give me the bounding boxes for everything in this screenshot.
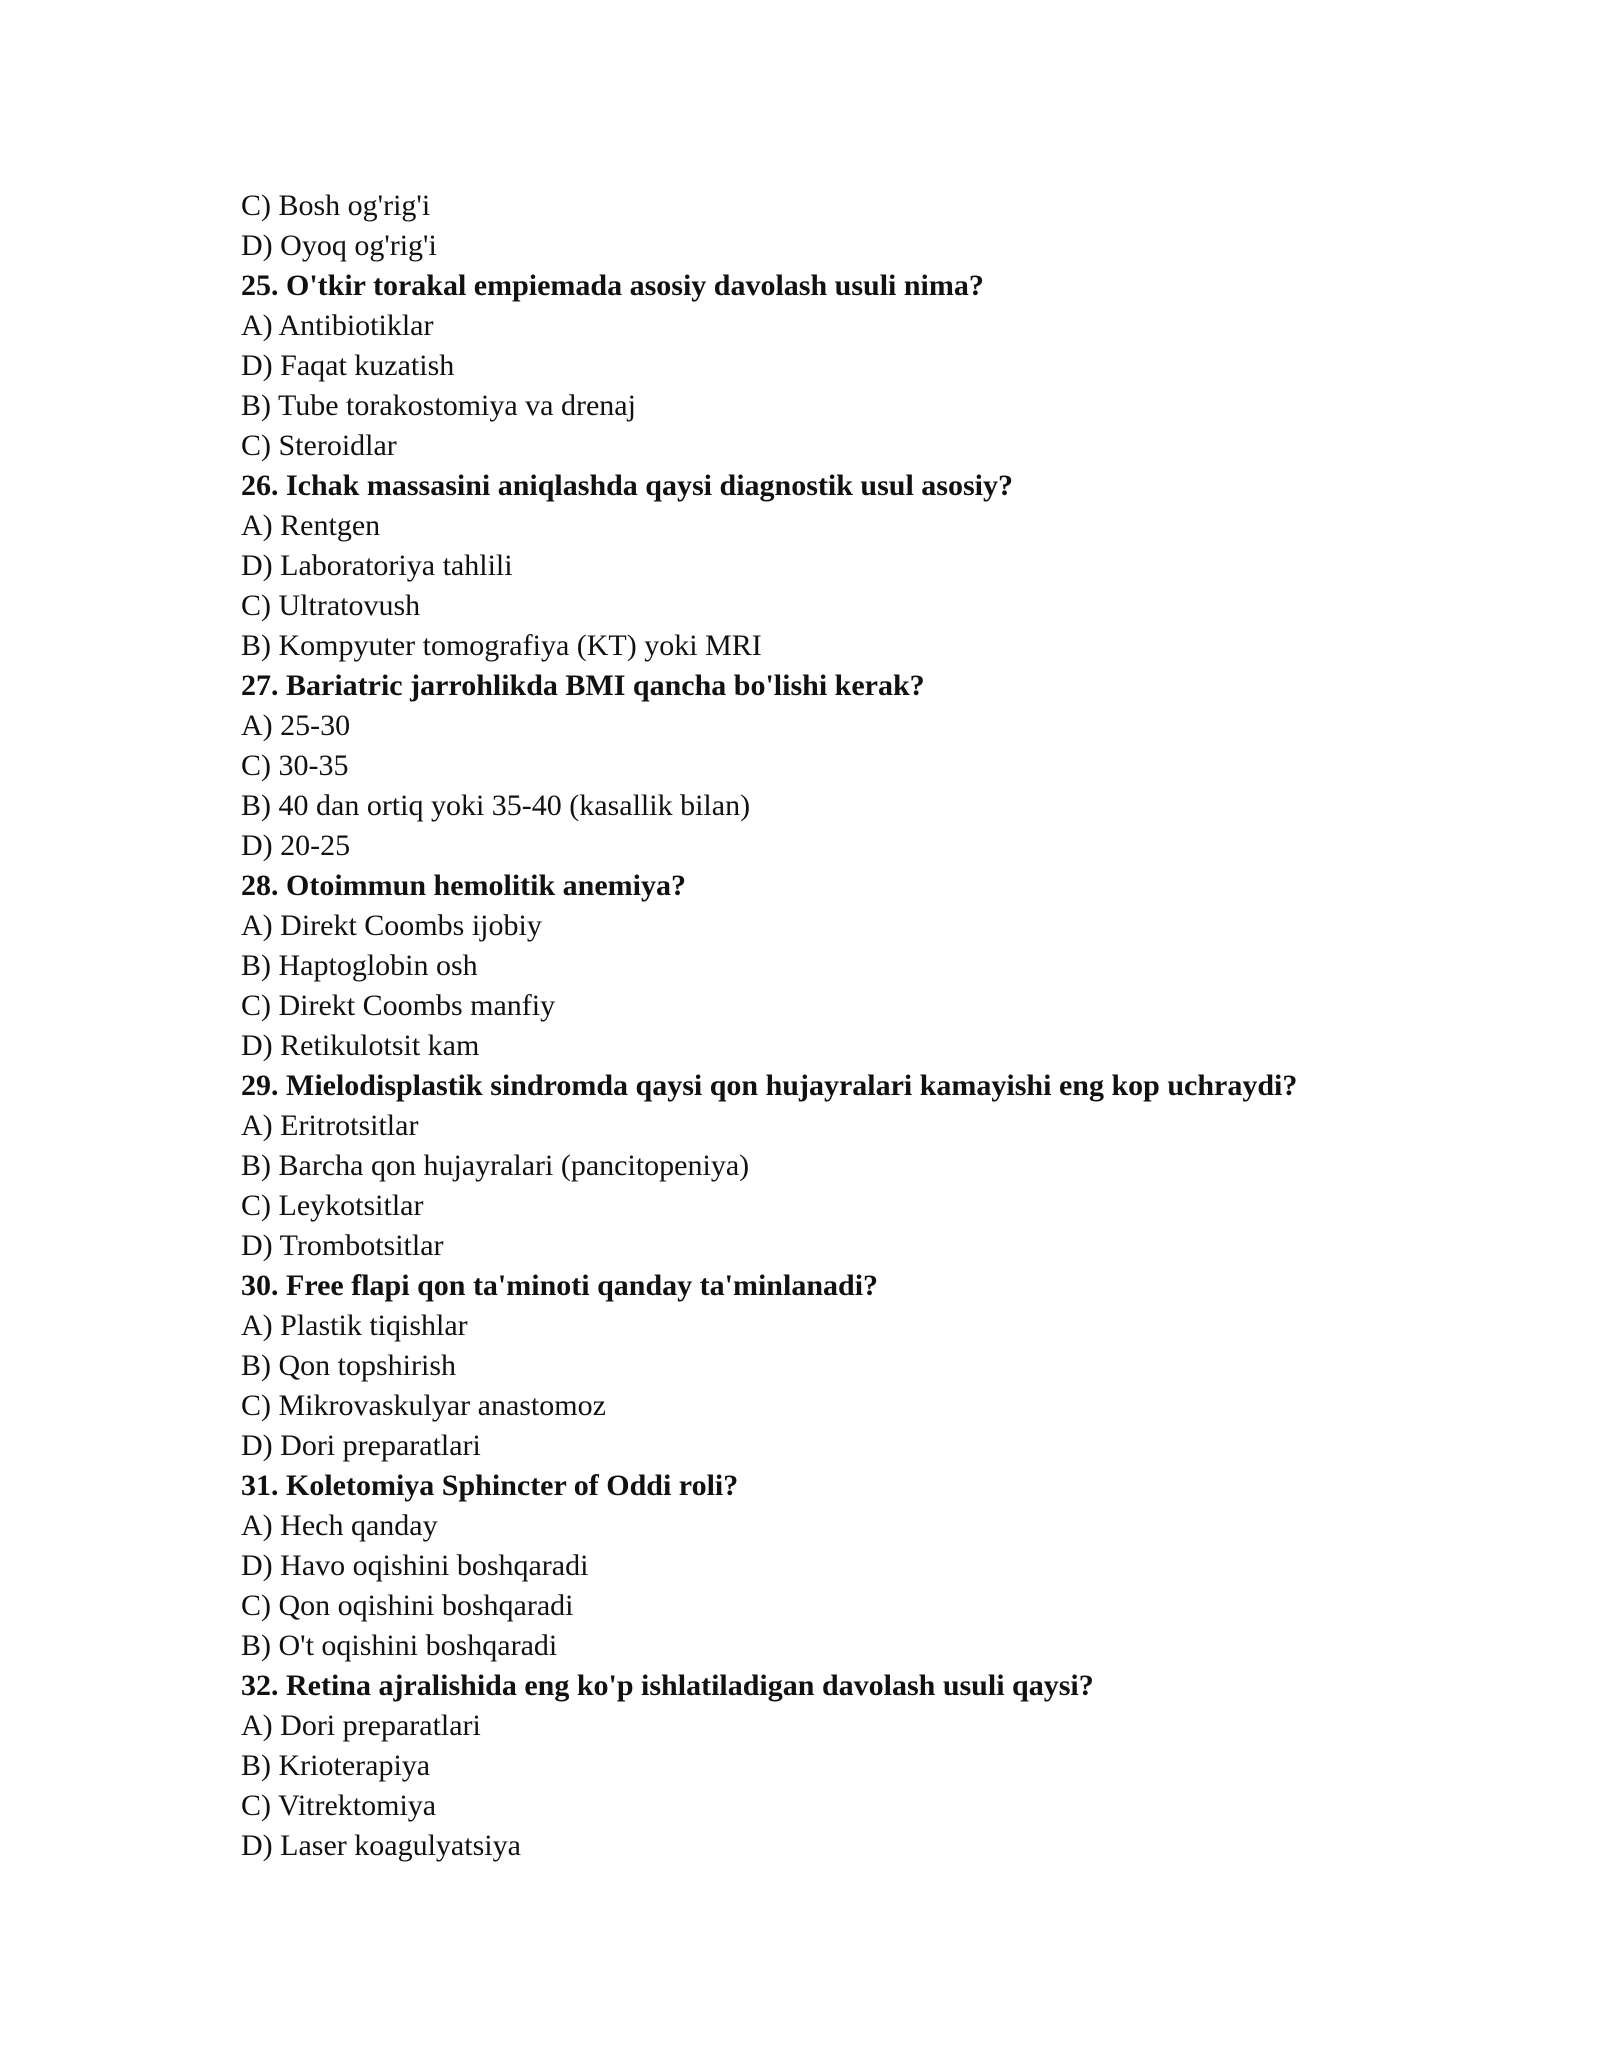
answer-option: A) 25-30 <box>241 709 351 742</box>
question-text: 27. Bariatric jarrohlikda BMI qancha bo'lishi kerak? <box>241 669 925 702</box>
answer-option: B) Barcha qon hujayralari (pancitopeniya) <box>241 1149 750 1182</box>
question-text: 31. Koletomiya Sphincter of Oddi roli? <box>241 1469 739 1502</box>
answer-option: A) Eritrotsitlar <box>241 1109 419 1142</box>
answer-option: B) Haptoglobin osh <box>241 949 478 982</box>
question-list <box>241 186 1441 1866</box>
question-text: 25. O'tkir torakal empiemada asosiy davolash usuli nima? <box>241 269 984 302</box>
answer-option: C) Qon oqishini boshqaradi <box>241 1589 574 1622</box>
question-text: 29. Mielodisplastik sindromda qaysi qon hujayralari kamayishi eng kop uchraydi? <box>241 1069 1298 1102</box>
answer-option: B) Kompyuter tomografiya (KT) yoki MRI <box>241 629 762 662</box>
question-text: 30. Free flapi qon ta'minoti qanday ta'minlanadi? <box>241 1269 879 1302</box>
question-text: 26. Ichak massasini aniqlashda qaysi diagnostik usul asosiy? <box>241 469 1013 502</box>
answer-option: D) Oyoq og'rig'i <box>241 229 437 262</box>
answer-option: C) Bosh og'rig'i <box>241 189 431 222</box>
answer-option: B) 40 dan ortiq yoki 35-40 (kasallik bilan) <box>241 789 751 822</box>
answer-option: A) Plastik tiqishlar <box>241 1309 468 1342</box>
question-text: 28. Otoimmun hemolitik anemiya? <box>241 869 687 902</box>
answer-option: D) 20-25 <box>241 829 351 862</box>
answer-option: C) Direkt Coombs manfiy <box>241 989 556 1022</box>
answer-option: A) Rentgen <box>241 509 381 542</box>
question-text: 32. Retina ajralishida eng ko'p ishlatiladigan davolash usuli qaysi? <box>241 1669 1094 1702</box>
answer-option: C) Steroidlar <box>241 429 397 462</box>
answer-option: B) Tube torakostomiya va drenaj <box>241 389 636 422</box>
answer-option: D) Retikulotsit kam <box>241 1029 480 1062</box>
answer-option: C) 30-35 <box>241 749 349 782</box>
answer-option: A) Hech qanday <box>241 1509 438 1542</box>
answer-option: B) Qon topshirish <box>241 1349 457 1382</box>
answer-option: D) Dori preparatlari <box>241 1429 481 1462</box>
answer-option: A) Antibiotiklar <box>241 309 434 342</box>
answer-option: C) Vitrektomiya <box>241 1789 437 1822</box>
answer-option: D) Laboratoriya tahlili <box>241 549 513 582</box>
answer-option: B) Krioterapiya <box>241 1749 431 1782</box>
answer-option: D) Faqat kuzatish <box>241 349 455 382</box>
answer-option: D) Laser koagulyatsiya <box>241 1829 521 1862</box>
answer-option: A) Direkt Coombs ijobiy <box>241 909 542 942</box>
answer-option: C) Mikrovaskulyar anastomoz <box>241 1389 606 1422</box>
answer-option: D) Trombotsitlar <box>241 1229 444 1262</box>
answer-option: B) O't oqishini boshqaradi <box>241 1629 558 1662</box>
answer-option: C) Leykotsitlar <box>241 1189 424 1222</box>
answer-option: A) Dori preparatlari <box>241 1709 481 1742</box>
answer-option: C) Ultratovush <box>241 589 421 622</box>
answer-option: D) Havo oqishini boshqaradi <box>241 1549 589 1582</box>
